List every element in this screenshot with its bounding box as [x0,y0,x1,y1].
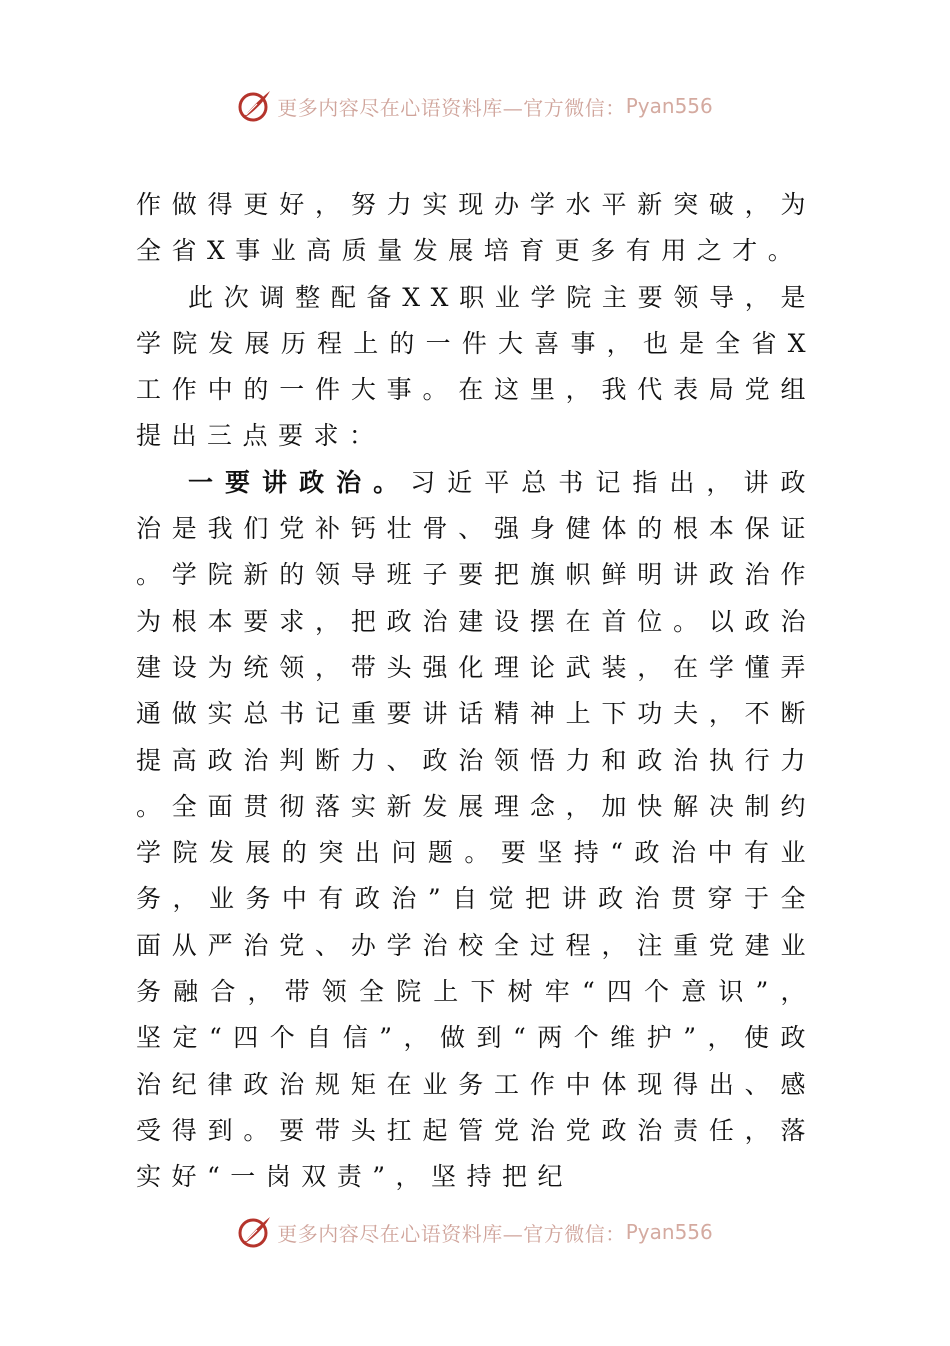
quill-logo-icon [237,88,273,124]
watermark-text: 更多内容尽在心语资料库—官方微信： [277,1221,626,1246]
paragraph-1-text: 作做得更好，努力实现办学水平新突破，为全省X事业高质量发展培育更多有用之才。 [136,190,816,266]
document-body [136,182,816,1201]
footer-watermark [0,1210,950,1254]
header-watermark [0,84,950,128]
watermark-wechat-id: Pyan556 [625,1220,713,1244]
paragraph-3 [136,460,816,1201]
paragraph-3-text: 习近平总书记指出，讲政治是我们党补钙壮骨、强身健体的根本保证。学院新的领导班子要把旗帜鲜明讲政治作为根本要求，把政治建设摆在首位。以政治建设为统领，带头强化理论武装，在学懂弄通做实总书记重要讲话精神上下功夫，不断提高政治判断力、政治领悟力和政治执行力。全面贯彻落实新发展理念，加快解决制约学院发展的突出问题。要坚持“政治中有业务，业务中有政治”自觉把讲政治贯穿于全面从严治党、办学治校全过程，注重党建业务融合，带领全院上下树牢“四个意识”，坚定“四个自信”，做到“两个维护”，使政治纪律政治规矩在业务工作中体现得出、感受得到。要带头扛起管党治党政治责任，落实好“一岗双责”，坚持把纪 [136,467,816,1192]
watermark-text: 更多内容尽在心语资料库—官方微信： [277,95,626,120]
paragraph-3-lead-heading: 一要讲政治。 [188,467,411,497]
paragraph-2-text: 此次调整配备XX职业学院主要领导，是学院发展历程上的一件大喜事，也是全省X工作中的一件大事。在这里，我代表局党组提出三点要求： [136,282,816,451]
paragraph-1 [136,182,816,275]
quill-logo-icon [237,1214,273,1250]
watermark-wechat-id: Pyan556 [625,94,713,118]
paragraph-2 [136,275,816,460]
